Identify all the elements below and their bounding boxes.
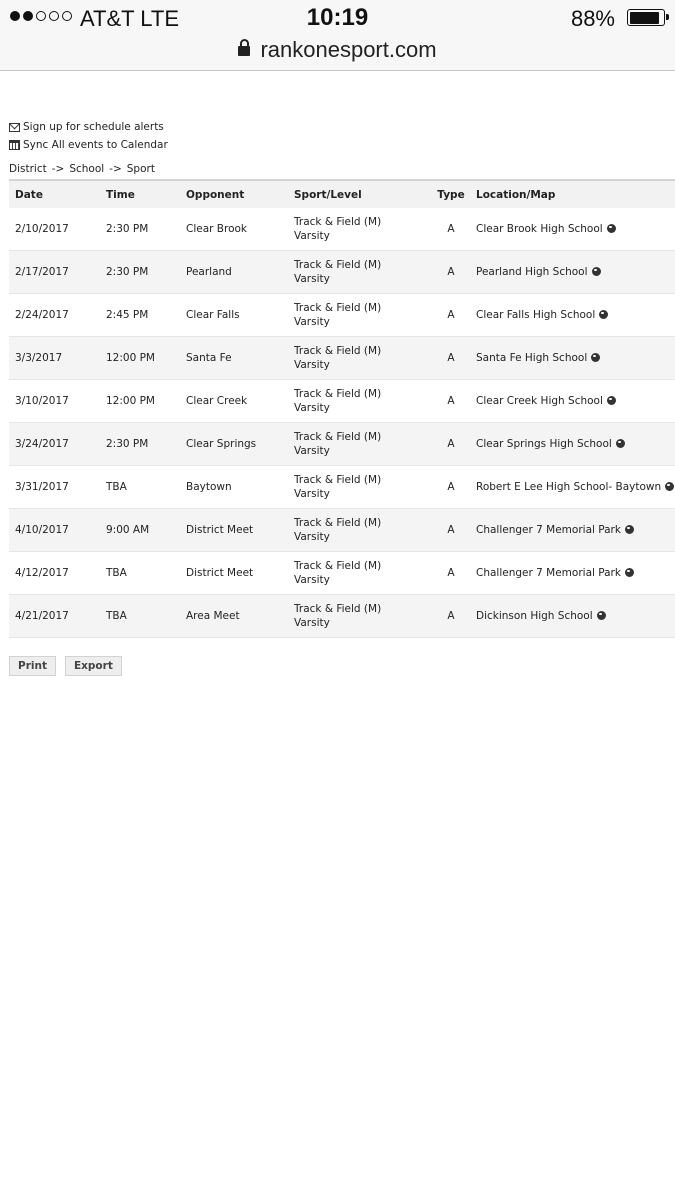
table-row: [9, 208, 675, 251]
cell-time: 2:30 PM: [106, 266, 149, 278]
table-row: [9, 595, 675, 638]
sport-name: Track & Field (M): [294, 560, 382, 572]
cell-location: [470, 423, 675, 466]
cell-time: 12:00 PM: [106, 395, 155, 407]
cell-sport-level: [288, 208, 432, 251]
cell-opponent: Clear Falls: [186, 309, 240, 321]
map-globe-icon[interactable]: [616, 439, 625, 448]
cell-location: [470, 552, 675, 595]
column-header-location[interactable]: Location/Map: [476, 188, 556, 201]
cell-type: A: [447, 309, 455, 321]
cell-time: 12:00 PM: [106, 352, 155, 364]
battery-icon: [627, 9, 665, 26]
column-header-date[interactable]: Date: [15, 188, 43, 201]
location-name: Challenger 7 Memorial Park: [476, 524, 621, 536]
cell-opponent: Area Meet: [186, 610, 240, 622]
sport-name: Track & Field (M): [294, 345, 382, 357]
location-name: Pearland High School: [476, 266, 588, 278]
breadcrumb-separator: ->: [109, 163, 122, 175]
map-globe-icon[interactable]: [625, 525, 634, 534]
cell-type: A: [447, 567, 455, 579]
cell-type: A: [447, 438, 455, 450]
cell-opponent: District Meet: [186, 524, 254, 536]
sport-level: Varsity: [294, 574, 330, 586]
export-button[interactable]: Export: [65, 656, 122, 676]
table-row: [9, 466, 675, 509]
cell-date: 3/31/2017: [15, 481, 69, 493]
cell-time: TBA: [106, 567, 127, 579]
map-globe-icon[interactable]: [665, 482, 674, 491]
sport-level: Varsity: [294, 359, 330, 371]
sport-name: Track & Field (M): [294, 216, 382, 228]
sport-name: Track & Field (M): [294, 388, 382, 400]
location-name: Clear Springs High School: [476, 438, 612, 450]
cell-time: TBA: [106, 610, 127, 622]
calendar-icon: [9, 140, 20, 150]
cell-sport-level: [288, 595, 432, 638]
cell-date: 3/24/2017: [15, 438, 69, 450]
sport-level: Varsity: [294, 488, 330, 500]
table-row: [9, 294, 675, 337]
location-name: Robert E Lee High School- Baytown: [476, 481, 662, 493]
cell-location: [470, 337, 675, 380]
cell-opponent: District Meet: [186, 567, 254, 579]
sport-level: Varsity: [294, 273, 330, 285]
status-bar: [0, 0, 675, 38]
battery-percentage: 88%: [570, 6, 615, 31]
column-header-time[interactable]: Time: [106, 188, 135, 201]
table-row: [9, 509, 675, 552]
print-button[interactable]: Print: [9, 656, 56, 676]
cell-sport-level: [288, 423, 432, 466]
cell-sport-level: [288, 251, 432, 294]
cell-location: [470, 595, 675, 638]
cell-location: [470, 509, 675, 552]
table-row: [9, 380, 675, 423]
sport-name: Track & Field (M): [294, 474, 382, 486]
location-name: Dickinson High School: [476, 610, 593, 622]
cell-location: [470, 251, 675, 294]
calendar-sync-label[interactable]: Sync All events to Calendar: [23, 139, 168, 151]
table-row: [9, 423, 675, 466]
table-header-row: [9, 180, 675, 208]
map-globe-icon[interactable]: [599, 310, 608, 319]
location-name: Clear Brook High School: [476, 223, 603, 235]
location-name: Challenger 7 Memorial Park: [476, 567, 621, 579]
map-globe-icon[interactable]: [607, 224, 616, 233]
map-globe-icon[interactable]: [597, 611, 606, 620]
sport-name: Track & Field (M): [294, 431, 382, 443]
cell-location: [470, 208, 675, 251]
cell-sport-level: [288, 380, 432, 423]
schedule-alerts-label[interactable]: Sign up for schedule alerts: [23, 121, 164, 133]
cell-time: 2:30 PM: [106, 223, 149, 235]
sport-name: Track & Field (M): [294, 302, 382, 314]
cell-time: 2:45 PM: [106, 309, 149, 321]
cell-type: A: [447, 524, 455, 536]
location-name: Clear Creek High School: [476, 395, 603, 407]
cell-sport-level: [288, 466, 432, 509]
breadcrumb-sport[interactable]: Sport: [126, 163, 155, 175]
cell-opponent: Clear Springs: [186, 438, 257, 450]
location-name: Santa Fe High School: [476, 352, 588, 364]
column-header-type[interactable]: Type: [437, 188, 465, 201]
cell-type: A: [447, 481, 455, 493]
cell-opponent: Baytown: [186, 481, 232, 493]
column-header-opponent[interactable]: Opponent: [186, 188, 245, 201]
breadcrumb-separator: ->: [51, 163, 65, 175]
sport-level: Varsity: [294, 316, 330, 328]
cell-opponent: Pearland: [186, 266, 232, 278]
cell-sport-level: [288, 552, 432, 595]
column-header-sport-level[interactable]: Sport/Level: [294, 188, 362, 201]
sport-level: Varsity: [294, 402, 330, 414]
breadcrumb-district[interactable]: District: [9, 163, 47, 175]
sport-level: Varsity: [294, 531, 330, 543]
map-globe-icon[interactable]: [591, 353, 600, 362]
cell-type: A: [447, 352, 455, 364]
cell-time: 2:30 PM: [106, 438, 149, 450]
cell-date: 2/24/2017: [15, 309, 69, 321]
cell-sport-level: [288, 337, 432, 380]
location-name: Clear Falls High School: [476, 309, 596, 321]
cell-date: 3/3/2017: [15, 352, 63, 364]
schedule-table: [9, 179, 675, 638]
schedule-alerts-link[interactable]: [9, 118, 675, 136]
sport-name: Track & Field (M): [294, 603, 382, 615]
url-text[interactable]: rankonesport.com: [260, 37, 437, 62]
cell-opponent: Clear Brook: [186, 223, 248, 235]
cell-opponent: Santa Fe: [186, 352, 232, 364]
calendar-sync-link[interactable]: [9, 136, 675, 154]
cell-location: [470, 294, 675, 337]
cell-time: 9:00 AM: [106, 524, 150, 536]
cell-opponent: Clear Creek: [186, 395, 248, 407]
sport-level: Varsity: [294, 617, 330, 629]
cell-type: A: [447, 610, 455, 622]
map-globe-icon[interactable]: [592, 267, 601, 276]
cell-date: 3/10/2017: [15, 395, 69, 407]
table-row: [9, 337, 675, 380]
lock-icon: [238, 46, 250, 56]
status-time: 10:19: [306, 4, 369, 31]
map-globe-icon[interactable]: [625, 568, 634, 577]
cell-type: A: [447, 223, 455, 235]
map-globe-icon[interactable]: [607, 396, 616, 405]
breadcrumb-school[interactable]: School: [69, 163, 105, 175]
cell-type: A: [447, 395, 455, 407]
cell-location: [470, 380, 675, 423]
cell-date: 4/21/2017: [15, 610, 69, 622]
cell-type: A: [447, 266, 455, 278]
cell-location: [470, 466, 675, 509]
cell-date: 4/10/2017: [15, 524, 69, 536]
carrier-label: AT&T LTE: [80, 6, 180, 31]
cell-date: 2/10/2017: [15, 223, 69, 235]
cell-time: TBA: [106, 481, 127, 493]
page-content: [9, 118, 675, 676]
cell-date: 2/17/2017: [15, 266, 69, 278]
cell-sport-level: [288, 294, 432, 337]
table-row: [9, 251, 675, 294]
action-buttons: [9, 656, 675, 676]
sport-level: Varsity: [294, 445, 330, 457]
envelope-icon: [9, 123, 20, 132]
address-bar[interactable]: [0, 38, 675, 71]
sport-level: Varsity: [294, 230, 330, 242]
sport-name: Track & Field (M): [294, 517, 382, 529]
cell-sport-level: [288, 509, 432, 552]
cell-date: 4/12/2017: [15, 567, 69, 579]
breadcrumb: [9, 160, 675, 178]
table-row: [9, 552, 675, 595]
sport-name: Track & Field (M): [294, 259, 382, 271]
